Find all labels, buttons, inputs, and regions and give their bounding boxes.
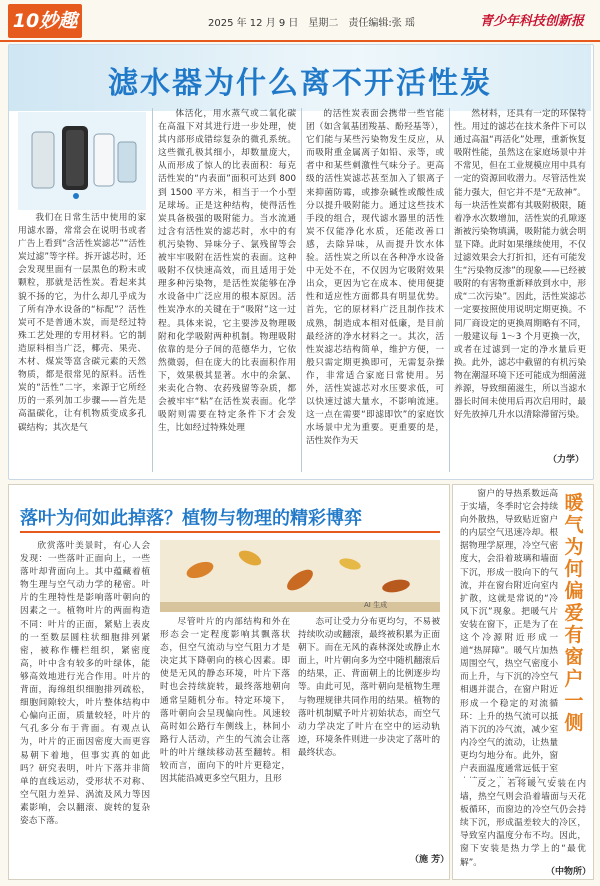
falling-leaves-illustration (160, 540, 440, 612)
article-radiator-col-1 (460, 488, 558, 778)
article-falling-leaves-col-1 (20, 540, 150, 870)
paragraph: 体活化，用水蒸气或二氧化碳在高温下对其进行进一步处理，使其内部形成错综复杂的微孔系统。这些微孔极其细小，却数量庞大，从而形成了惊人的比表面积：每克活性炭的“内表面”面积可达到 800 到 1500 平方米，相当于一个小型足球场。正是这种结构，使得活性炭具备极强的吸附能力。当水流通过含有活性炭的滤芯时，水中的有机污染物、异味分子、氯残留等会被牢牢吸附在活性炭的表面。这种吸附不仅快速高效，而且适用于处理多种污染物，是活性炭能够在净水设备中广泛应用的根本原因。活性炭净水的关键在于“吸附”这一过程。具体来说，它主要涉及物理吸附和化学吸附两种机制。物理吸附依靠的是分子间的范德华力，它依然微弱，但在庞大的比表面积作用下，效果极其显著。水中的余氯、来卖化合物、农药残留等杂质，都会被牢牢“粘”在活性炭表面。化学吸附则需要在特定条件下才会发生，比如经过特殊处理 (158, 109, 296, 434)
column-divider (152, 108, 153, 472)
article-falling-leaves-col-3 (298, 616, 440, 870)
paragraph: 然材料，还具有一定的环保特性。用过的滤芯在技术条件下可以通过高温“再活化”处理，重新恢复吸附性能，虽然这在家庭场景中并不常见，但在工业规模应用中具有一定的资源回收潜力。尽管活性炭能力强大，但它并不是“无敌神”。每一块活性炭都有其吸附极限，随着净水次数增加，活性炭的孔隙逐渐被污染物填满，吸附能力就会明显下降。此时如果继续使用，不仅过滤效果会大打折扣，还有可能发生“污染物反渗”的现象——已经被吸附的有害物重新释放到水中，形成“二次污染”。因此，活性炭滤芯一定要按照使用说明定期更换。不同厂商设定的更换周期略有不同，一般建议每 1～3 个月更换一次，或者在过滤到一定的净水量后更换。此外，滤芯中截留的有机污染物在潮湿环境下还可能成为细菌滋养源，导致细菌滋生，所以当滤水器长时间未使用后再次启用时，最好先放掉几升水以清除滞留污染。 (454, 109, 586, 421)
article-falling-leaves-signature: （施 芳） (410, 855, 450, 865)
header-rule (0, 40, 600, 42)
paragraph: 的活性炭表面会携带一些官能团（如含氧基团羧基、酚羟基等），它们能与某些污染物发生反应，从而吸附重金属离子如铅、汞等，或者中和某些刺激性气味分子。更高级的活性炭滤芯甚至加入了银离子来抑菌防霉，或掺杂碱性或酸性成分以提升吸附能力。通过这些技术手段的组合，现代滤水器里的活性炭不仅能净化水质，还能改善口感，去除异味，从而提升饮水体验。活性炭之所以在各种净水设备中无处不在，不仅因为它吸附效果出众，更因为它在成本、使用便捷性和适应性方面都具有明显优势。首先，它的原材料广泛且制作技术成熟，制造成本相对低廉，是目前最经济的净水材料之一。其次，活性炭滤芯结构简单，维护方便，一般只需定期更换即可，无需复杂操作，非常适合家庭日常使用。另外，活性炭滤芯对水压要求低，可以快速过滤大量水，不影响流速。这一点在需要“即滤即饮”的家庭饮水场景中尤为重要。更重要的是，活性炭作为天 (306, 109, 444, 447)
paragraph: 态可让受力分布更均匀，不易被持续吹动或翻滚，最终被积累为正面朝下。而在无风的森林深处或静止水面上，叶片朝向多为空中随机翻滚后的结果，正、背面朝上的比例逐步均等。由此可见，落叶朝向是植物生理与物理规律共同作用的结果。植物的落叶机制赋予叶片初始状态，而空气动力学决定了叶片在空中的运动轨迹，环境条件则进一步决定了落叶的最终状态。 (298, 617, 440, 758)
article-water-filter-col-1 (18, 212, 146, 472)
paragraph: 窗户的导热系数远高于实墙，冬季时它会持续向外散热，导致贴近窗户的内层空气迅速冷却。根据物理学原理，冷空气密度大，会沿着玻璃和墙面下沉，形成一股向下的气流，并在窗台附近向室内扩散，这就是常说的“冷风下沉”现象。把暖气片安装在窗下，正是为了在这个冷源附近形成一道“热屏障”。暖气片加热周围空气，热空气密度小而上升，与下沉的冷空气相遇并混合，在窗户附近形成一个稳定的对流循环：上升的热气流可以抵消下沉的冷气流，减少室内冷空气的流动，让热量更均匀地分布。此外，窗户表面温度通常远低于室 (460, 489, 558, 774)
illustration-caption: AI 生成 (364, 601, 388, 609)
article-water-filter-signature: （力学） (548, 455, 585, 465)
masthead: 青少年科技创新报 (480, 14, 585, 29)
article-radiator-signature: （中物所） (546, 867, 592, 877)
paragraph: 我们在日常生活中使用的家用滤水器，常常会在说明书或者广告上看到“含活性炭滤芯”“活性炭过滤”等字样。拆开滤芯时，还会发现里面有一层黑色的粉末或颗粒，那就是活性炭。看起来其貌不扬的它，为什么却几乎成为了所有净水设备的“标配”？活性炭可不是普通木炭，而是经过特殊工艺处理的专用材料。它的制造原料相当广泛，椰壳、果壳、木材、煤炭等富含碳元素的天然物质，都是很常见的原料。活性炭的“活性”二字，来源于它所经历的一系列加工步骤——首先是高温碳化，让有机物质变成多孔碳结构；其次是气 (18, 213, 146, 433)
article-water-filter-title: 滤水器为什么离不开活性炭 (108, 66, 492, 101)
leaf-scene-image (160, 540, 440, 612)
title-underline (20, 531, 440, 533)
article-water-filter-col-3 (306, 108, 444, 472)
date-line: 2025 年 12 月 9 日 星期二 责任编辑:张 瑶 (208, 18, 415, 29)
column-divider (301, 108, 302, 472)
section-tag: 10妙趣 (8, 4, 82, 38)
article-water-filter-col-4 (454, 108, 586, 472)
paragraph: 尽管叶片的内部结构和外在形态会一定程度影响其飘落状态，但空气流动与空气阻力才是决定其下降朝向的核心因素。即使是无风的静态环境，叶片下落时也会持续旋转，最终落地朝向通常呈随机分布。特定环境下，落叶朝向会呈现偏向性。风速较高时如公路行车侧线上，林间小路行人活动，产生的气流会让落叶的叶片继续移动甚至翻转。相较而言，面向下的叶片更稳定，因其能沿减更多空气阻力，且形 (160, 617, 290, 785)
paragraph: 反之，若将暖气安装在内墙，热空气则会沿着墙面与天花板循环，而窗边的冷空气仍会持续下沉，形成温差较大的冷区，导致室内温度分布不均。因此，窗下安装是热力学上的“最优解”。 (460, 779, 586, 868)
article-radiator-title: 暖气为何偏爱有窗户一侧 (564, 492, 584, 734)
article-falling-leaves-title: 落叶为何如此掉落？植物与物理的精彩博弈 (20, 508, 362, 529)
article-falling-leaves-col-2 (160, 616, 290, 870)
column-divider (449, 108, 450, 472)
paragraph: 欣赏落叶美景时，有心人会发现：一些落叶正面向上，一些落叶却背面向上。其中蕴藏着植物生理与空气动力学的秘密。叶片的生理特性是影响落叶朝向的因素之一。植物叶片的两面构造不同：叶片的正面，紧贴上表皮的一至数层圆柱状细胞排列紧密，被称作栅栏组织，紧密度高，叶中含有较多的叶绿体，能够高效地进行光合作用。叶片的背面，海绵组织细胞排列疏松，细胞间隙较大，叶片整体结构中心偏向正面，质量较轻，叶片的气孔多分布于背面。有观点认为，叶片的正面因密度大而更容易朝下着地，但事实真的如此吗？研究表明，叶片下落并非简单的直线运动，受形状不对称、空气阻力差异、涡流及风力等因素影响，会以翻滚、旋转的复杂姿态下落。 (20, 541, 150, 826)
water-filter-illustration (18, 112, 146, 210)
article-radiator-col-2 (460, 778, 586, 874)
article-water-filter-col-2 (158, 108, 296, 472)
